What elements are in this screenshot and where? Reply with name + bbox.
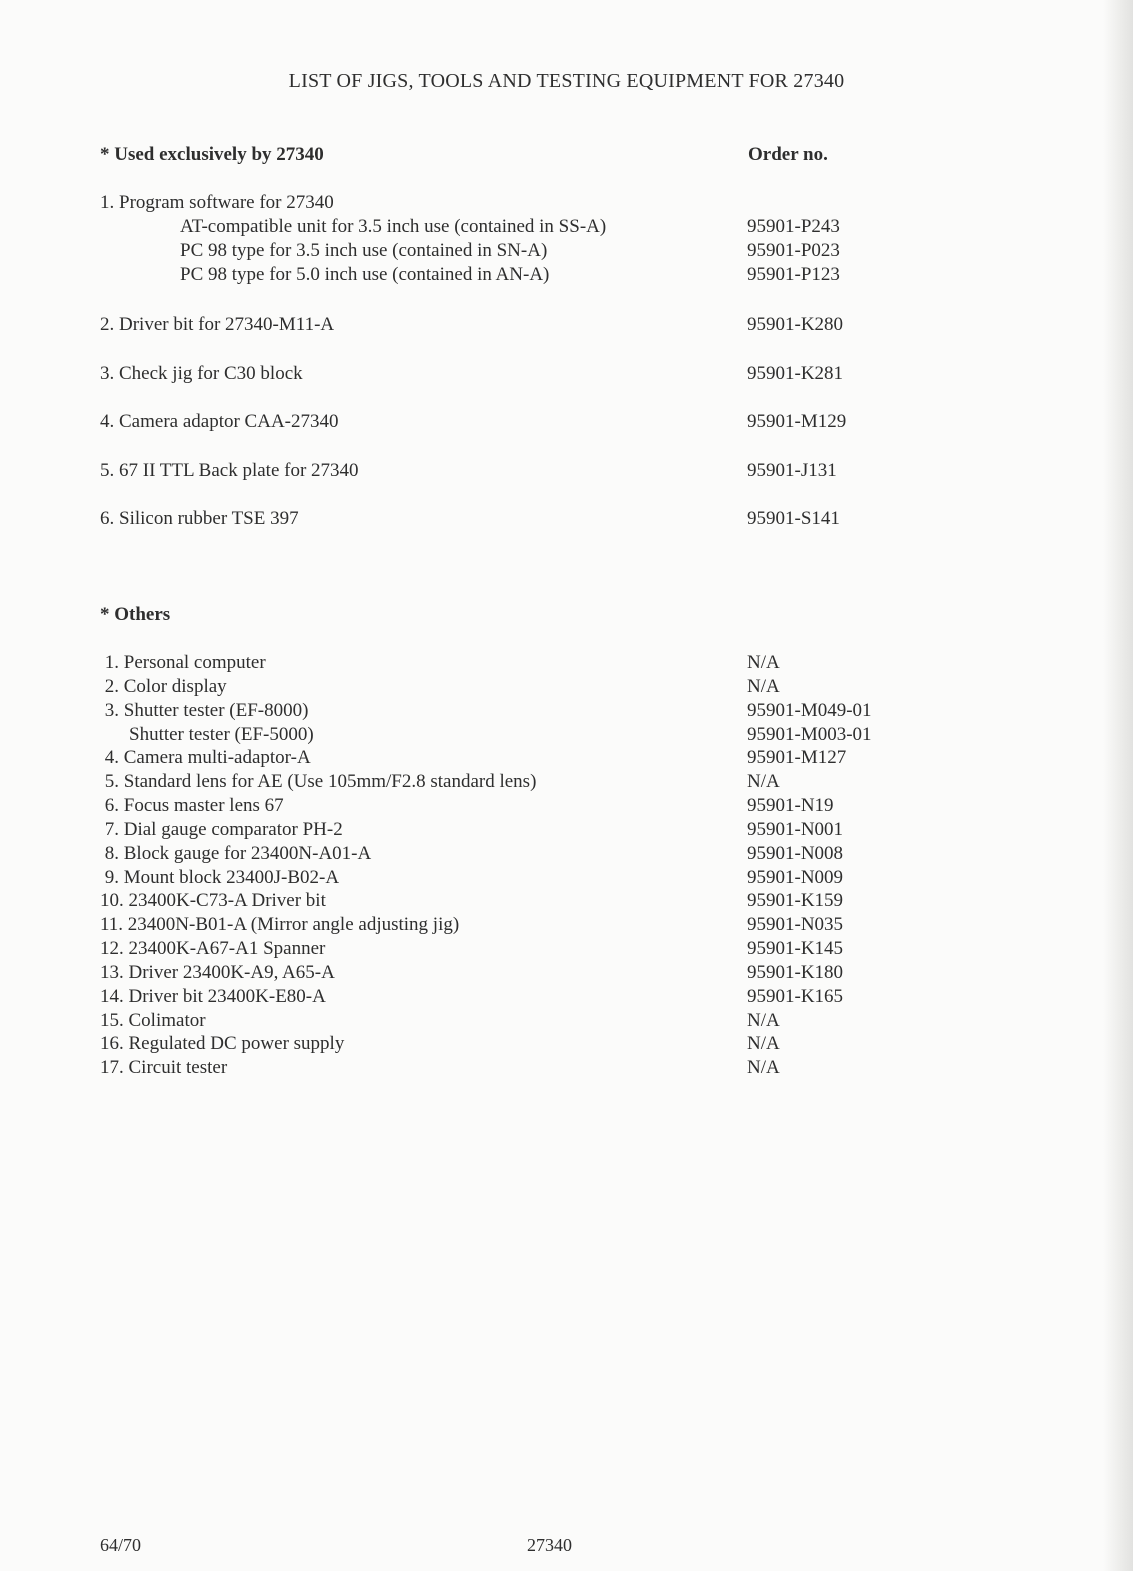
order-code: N/A [747,771,780,792]
list-item: 3. Shutter tester (EF-8000) [100,700,309,721]
list-item: PC 98 type for 5.0 inch use (contained in AN-A) [180,264,550,285]
order-code: 95901-K180 [747,962,844,983]
order-code: 95901-K280 [747,314,844,335]
order-code: N/A [747,676,780,697]
list-item: 3. Check jig for C30 block [100,363,303,384]
order-code: 95901-K159 [747,890,844,911]
order-code: N/A [747,1057,780,1078]
list-item: 1. Program software for 27340 [100,192,334,213]
page-title: LIST OF JIGS, TOOLS AND TESTING EQUIPMENT FOR 27340 [288,70,845,92]
order-code: N/A [747,1010,780,1031]
order-code: 95901-P243 [747,216,840,237]
order-number-heading: Order no. [748,144,828,165]
list-item: 10. 23400K-C73-A Driver bit [100,890,326,911]
section-heading-exclusive: * Used exclusively by 27340 [100,144,324,165]
list-item: Shutter tester (EF-5000) [129,724,314,745]
order-code: 95901-N008 [747,843,844,864]
order-code: 95901-K165 [747,986,844,1007]
footer-model-number: 27340 [527,1535,572,1555]
list-item: 17. Circuit tester [100,1057,228,1078]
list-item: 4. Camera adaptor CAA-27340 [100,411,339,432]
page-number: 64/70 [100,1535,142,1555]
list-item: 11. 23400N-B01-A (Mirror angle adjusting jig) [100,914,460,935]
list-item: 13. Driver 23400K-A9, A65-A [100,962,335,983]
order-code: 95901-M003-01 [747,724,872,745]
order-code: 95901-K145 [747,938,844,959]
list-item: 7. Dial gauge comparator PH-2 [100,819,343,840]
list-item: 2. Color display [100,676,227,697]
order-code: 95901-N035 [747,914,844,935]
order-code: N/A [747,652,780,673]
list-item: 6. Focus master lens 67 [100,795,284,816]
list-item: 4. Camera multi-adaptor-A [100,747,311,768]
page-edge-shadow [1103,0,1133,1571]
list-item: 16. Regulated DC power supply [100,1033,345,1054]
list-item: 9. Mount block 23400J-B02-A [100,867,340,888]
order-code: 95901-M127 [747,747,847,768]
list-item: 2. Driver bit for 27340-M11-A [100,314,335,335]
list-item: 5. 67 II TTL Back plate for 27340 [100,460,359,481]
order-code: 95901-N19 [747,795,834,816]
section-heading-others: * Others [100,604,171,625]
order-code: 95901-N001 [747,819,844,840]
order-code: 95901-K281 [747,363,844,384]
order-code: 95901-P023 [747,240,840,261]
list-item: 8. Block gauge for 23400N-A01-A [100,843,372,864]
order-code: 95901-M129 [747,411,847,432]
order-code: 95901-P123 [747,264,840,285]
list-item: PC 98 type for 3.5 inch use (contained in SN-A) [180,240,548,261]
order-code: N/A [747,1033,780,1054]
list-item: 1. Personal computer [100,652,266,673]
list-item: 5. Standard lens for AE (Use 105mm/F2.8 standard lens) [100,771,537,792]
order-code: 95901-M049-01 [747,700,872,721]
order-code: 95901-J131 [747,460,837,481]
list-item: 15. Colimator [100,1010,206,1031]
list-item: AT-compatible unit for 3.5 inch use (contained in SS-A) [180,216,607,237]
list-item: 6. Silicon rubber TSE 397 [100,508,299,529]
order-code: 95901-N009 [747,867,844,888]
list-item: 12. 23400K-A67-A1 Spanner [100,938,326,959]
order-code: 95901-S141 [747,508,840,529]
list-item: 14. Driver bit 23400K-E80-A [100,986,326,1007]
